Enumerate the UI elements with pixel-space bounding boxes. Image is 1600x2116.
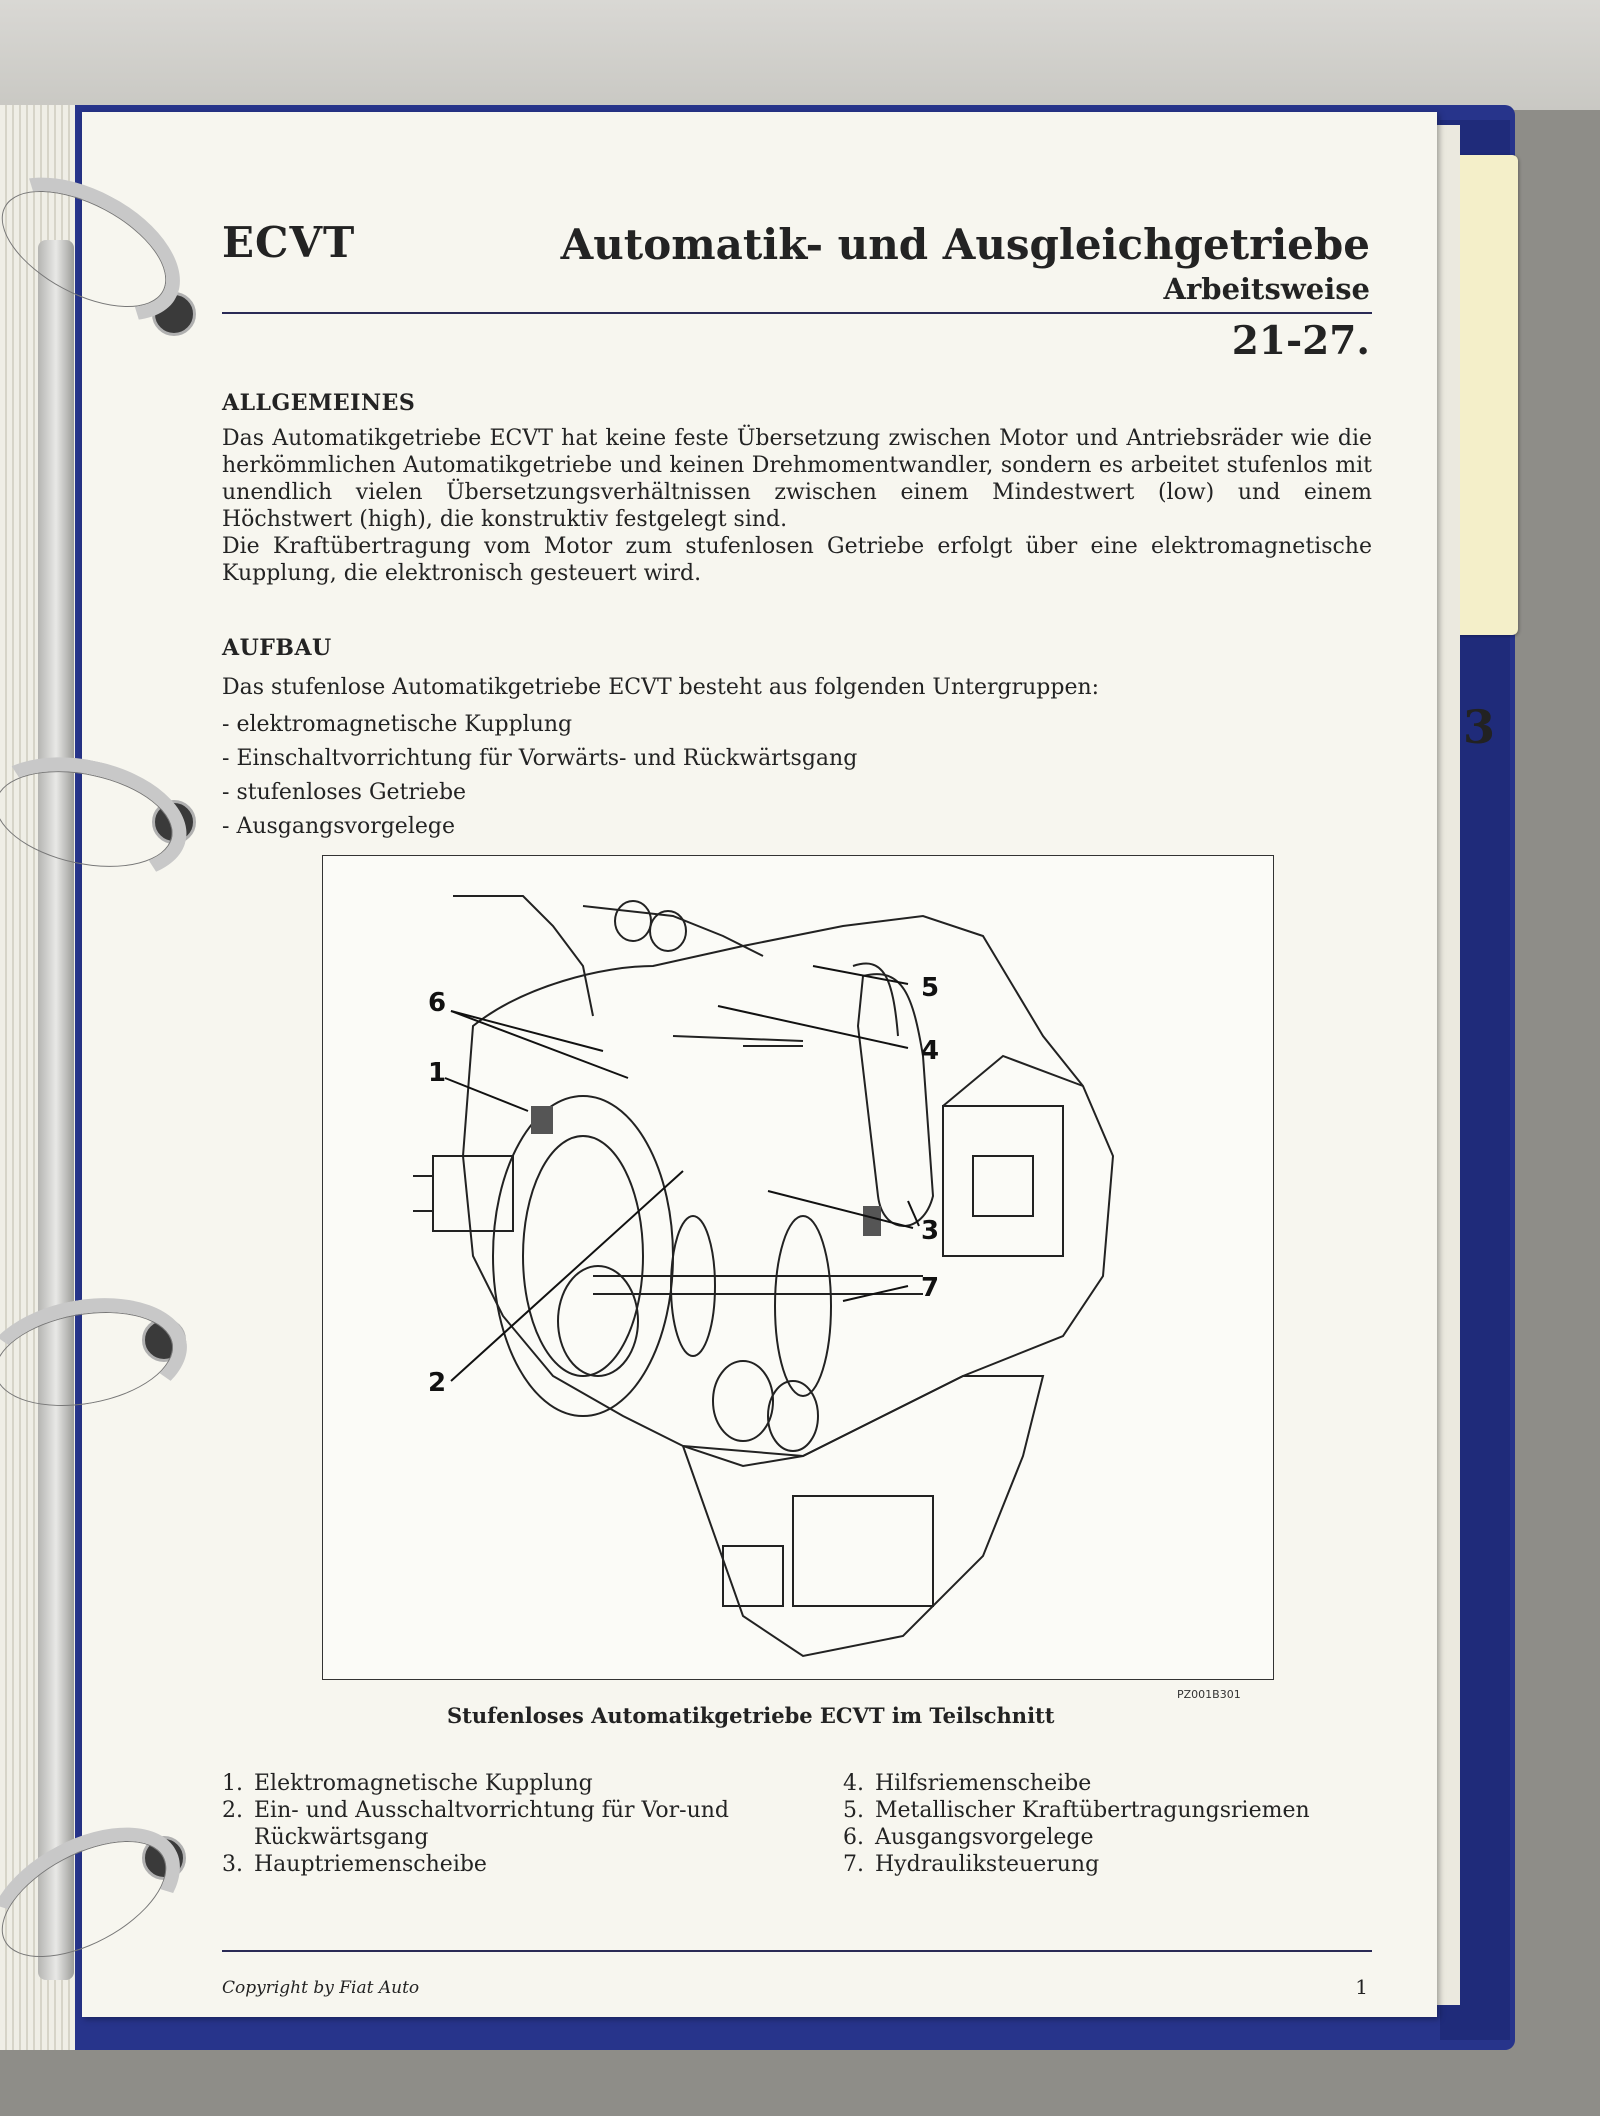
callout-5: 5 [921, 973, 940, 1003]
product-code: ECVT [222, 218, 356, 267]
header-rule [222, 312, 1372, 314]
legend-right [843, 1770, 1310, 1878]
list-item: - elektromagnetische Kupplung [222, 708, 857, 742]
allgemeines-text [222, 425, 1372, 587]
legend-left [222, 1770, 729, 1878]
legend-item: Rückwärtsgang [254, 1825, 429, 1850]
legend-item: 2. Ein- und Ausschaltvorrichtung für Vor-und [222, 1798, 730, 1823]
paragraph: Die Kraftübertragung vom Motor zum stufenlosen Getriebe erfolgt über eine elektromagnetische Kupplung, die elektronisch gesteuert wird. [222, 534, 1372, 586]
section-tab-label: 3 [1462, 700, 1495, 754]
list-item: - stufenloses Getriebe [222, 776, 857, 810]
list-item: - Einschaltvorrichtung für Vorwärts- und Rückwärtsgang [222, 742, 857, 776]
ring-mechanism [38, 240, 74, 1980]
heading-aufbau: AUFBAU [222, 635, 332, 661]
callout-7: 7 [921, 1273, 940, 1303]
copyright: Copyright by Fiat Auto [222, 1978, 420, 1998]
legend-item: 6. Ausgangsvorgelege [843, 1825, 1094, 1850]
callout-1: 1 [428, 1058, 447, 1088]
legend-item: 5. Metallischer Kraftübertragungsriemen [843, 1798, 1310, 1823]
subgroup-list [222, 708, 857, 844]
footer-rule [222, 1950, 1372, 1952]
figure-code: PZ001B301 [1177, 1688, 1241, 1701]
callout-6: 6 [428, 988, 447, 1018]
callout-4: 4 [921, 1036, 940, 1066]
legend-item: 3. Hauptriemenscheibe [222, 1852, 487, 1877]
transmission-figure [322, 855, 1274, 1680]
list-item: - Ausgangsvorgelege [222, 810, 857, 844]
paragraph: Das Automatikgetriebe ECVT hat keine feste Übersetzung zwischen Motor und Antriebsräder wie die herkömmlichen Automatikgetriebe und keinen Drehmomentwandler, sondern es arbeitet stufenlos mit unendlich vielen Übersetzungsverhältnissen zwischen einem Mindestwert (low) und einem Höchstwert (high), die konstruktiv festgelegt sind. [222, 426, 1372, 532]
callout-3: 3 [921, 1216, 940, 1246]
legend-item: 4. Hilfsriemenscheibe [843, 1771, 1092, 1796]
figure-caption: Stufenloses Automatikgetriebe ECVT im Teilschnitt [447, 1703, 1055, 1728]
page-number: 1 [1355, 1975, 1368, 1999]
callout-2: 2 [428, 1368, 447, 1398]
background [0, 0, 1600, 110]
page-title: Automatik- und Ausgleichgetriebe [560, 220, 1370, 269]
aufbau-intro: Das stufenlose Automatikgetriebe ECVT besteht aus folgenden Untergruppen: [222, 675, 1100, 700]
legend-item: 1. Elektromagnetische Kupplung [222, 1771, 593, 1796]
legend-item: 7. Hydrauliksteuerung [843, 1852, 1100, 1877]
section-number: 21-27. [1231, 318, 1370, 364]
cutaway-drawing [323, 856, 1273, 1679]
page-subtitle: Arbeitsweise [1163, 272, 1370, 306]
heading-allgemeines: ALLGEMEINES [222, 390, 416, 416]
